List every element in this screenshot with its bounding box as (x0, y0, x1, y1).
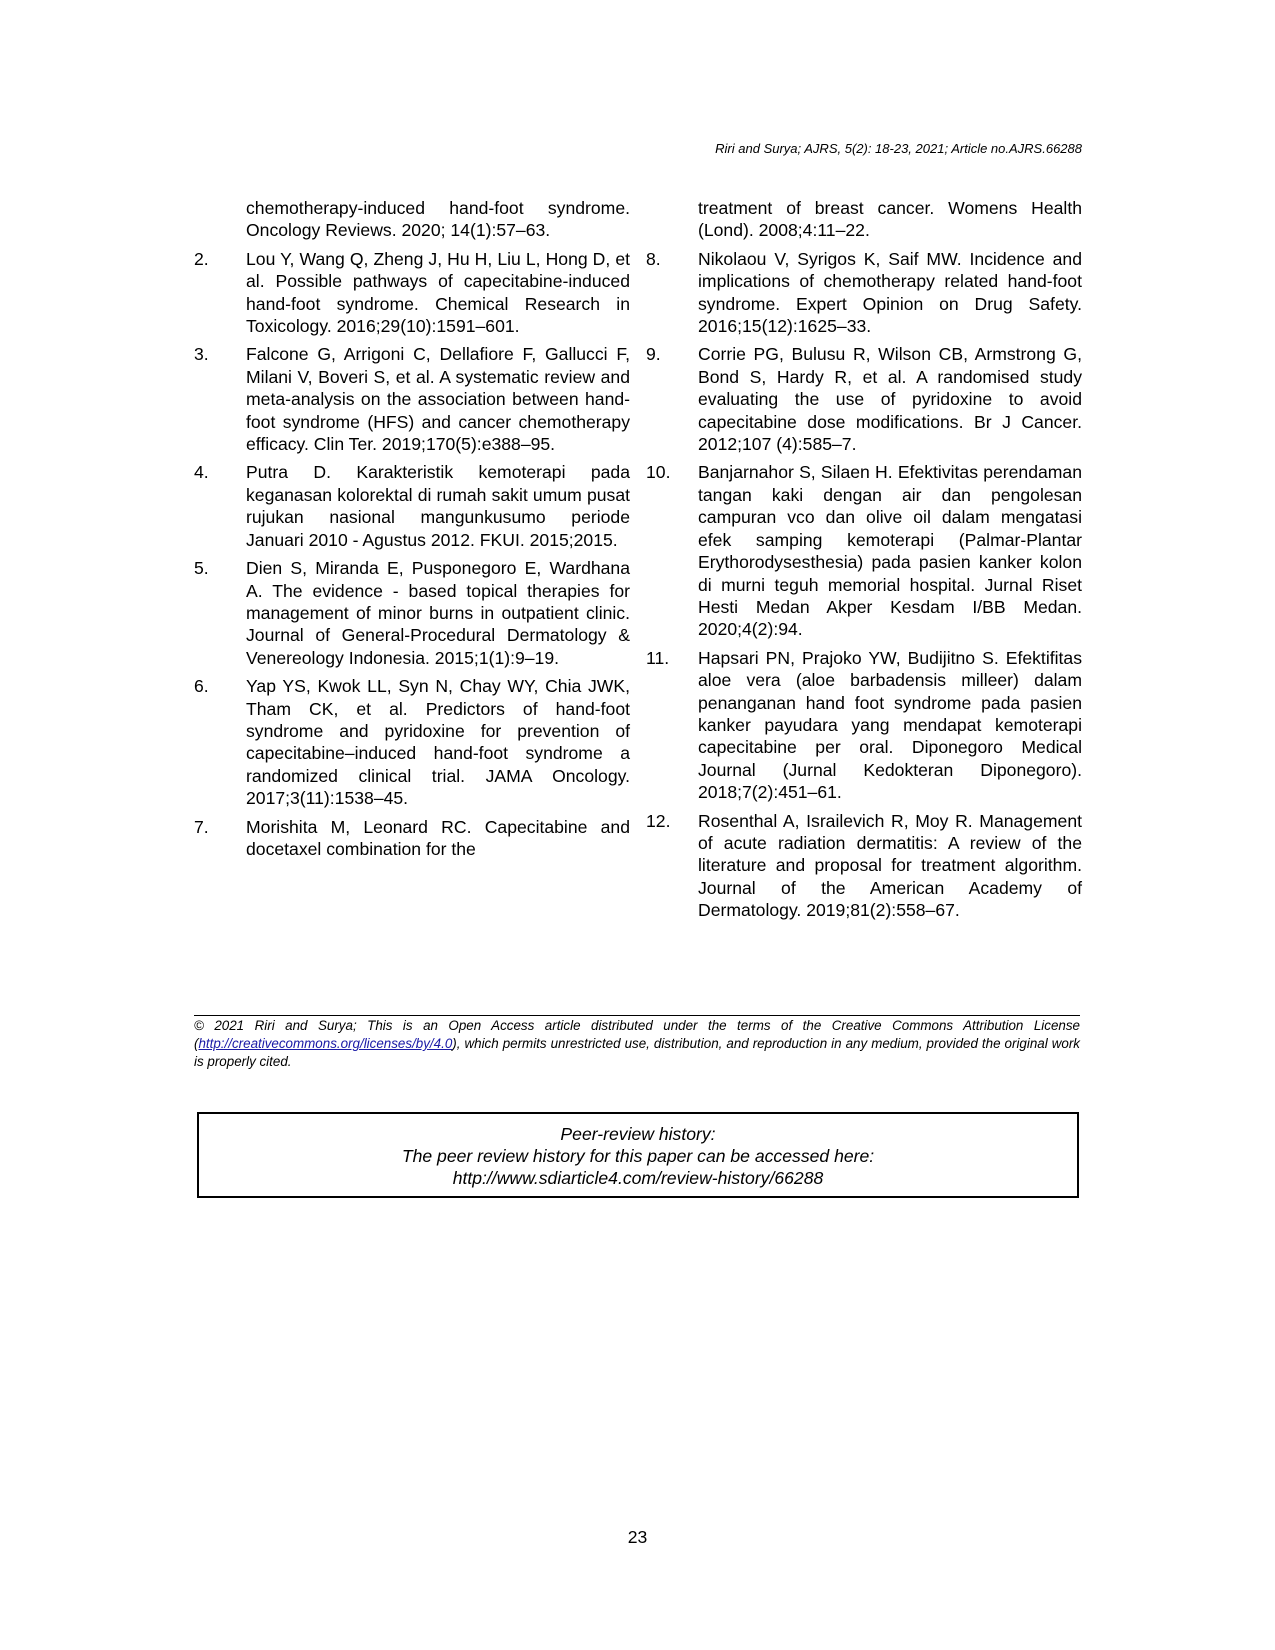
references-column-left (194, 197, 630, 866)
peer-review-url[interactable]: http://www.sdiarticle4.com/review-history/66288 (452, 1168, 824, 1188)
license-link[interactable]: http://creativecommons.org/licenses/by/4.0 (198, 1036, 453, 1051)
footer-divider (194, 1015, 1080, 1016)
reference-item (646, 343, 1082, 455)
running-header: Riri and Surya; AJRS, 5(2): 18-23, 2021; Article no.AJRS.66288 (715, 141, 1082, 156)
reference-number: 8. (646, 248, 661, 269)
reference-number: 9. (646, 344, 661, 365)
peer-review-title: Peer-review history: (560, 1124, 716, 1144)
reference-number: 4. (194, 462, 209, 483)
reference-item (194, 343, 630, 455)
peer-review-box (197, 1112, 1079, 1198)
reference-text: Falcone G, Arrigoni C, Dellafiore F, Gallucci F, Milani V, Boveri S, et al. A systematic review and meta-analysis on the association between hand-foot syndrome (HFS) and cancer chemotherapy efficacy. Clin Ter. 2019;170(5):e388–95. (246, 344, 630, 455)
reference-item (194, 461, 630, 551)
reference-text: Banjarnahor S, Silaen H. Efektivitas perendaman tangan kaki dengan air dan pengolesan campuran vco dan olive oil dalam mengatasi efek samping kemoterapi (Palmar-Plantar Erythorodysesthesia) pada pasien kanker kolon di murni teguh memorial hospital. Jurnal Riset Hesti Medan Akper Kesdam I/BB Medan. 2020;4(2):94. (698, 462, 1082, 640)
reference-item (646, 647, 1082, 804)
reference-item (646, 248, 1082, 338)
reference-item (194, 248, 630, 338)
reference-number: 10. (646, 462, 671, 483)
peer-review-line: The peer review history for this paper can be accessed here: (401, 1146, 875, 1166)
reference-text: Nikolaou V, Syrigos K, Saif MW. Incidence and implications of chemotherapy related hand-foot syndrome. Expert Opinion on Drug Safety. 2016;15(12):1625–33. (698, 248, 1082, 337)
reference-text: Morishita M, Leonard RC. Capecitabine and docetaxel combination for the (246, 816, 630, 859)
reference-item (646, 461, 1082, 640)
license-text-after: ), which permits unrestricted use, distribution, and reproduction in any medium, provided the original work is properly cited. (194, 1036, 1080, 1069)
reference-text: Hapsari PN, Prajoko YW, Budijitno S. Efektifitas aloe vera (aloe barbadensis milleer) dalam penanganan hand foot syndrome pada pasien kanker payudara yang mendapat kemoterapi capecitabine per oral. Diponegoro Medical Journal (Jurnal Kedokteran Diponegoro). 2018;7(2):451–61. (698, 647, 1082, 803)
reference-item (194, 197, 630, 242)
license-notice (194, 1017, 1080, 1071)
reference-text: Corrie PG, Bulusu R, Wilson CB, Armstrong G, Bond S, Hardy R, et al. A randomised study evaluating the use of pyridoxine to avoid capecitabine dose modifications. Br J Cancer. 2012;107 (4):585–7. (698, 344, 1082, 455)
page-number: 23 (627, 1527, 648, 1547)
reference-text: Dien S, Miranda E, Pusponegoro E, Wardhana A. The evidence - based topical therapies for management of minor burns in outpatient clinic. Journal of General-Procedural Dermatology & Venereology Indonesia. 2015;1(1):9–19. (246, 558, 630, 668)
reference-number: 6. (194, 676, 209, 697)
reference-number: 2. (194, 248, 209, 269)
reference-number: 5. (194, 558, 209, 579)
license-text-before: © 2021 Riri and Surya; This is an Open Access article distributed under the terms of the Creative Commons Attribution License ( (194, 1018, 1080, 1051)
reference-number: 11. (646, 647, 670, 668)
reference-text: Rosenthal A, Israilevich R, Moy R. Management of acute radiation dermatitis: A review of the literature and proposal for treatment algorithm. Journal of the American Academy of Dermatology. 2019;81(2):558–67. (698, 810, 1082, 921)
reference-item (194, 557, 630, 669)
reference-number: 12. (646, 810, 671, 831)
reference-number: 3. (194, 344, 209, 365)
reference-item (194, 675, 630, 809)
reference-text: Putra D. Karakteristik kemoterapi pada keganasan kolorektal di rumah sakit umum pusat rujukan nasional mangunkusumo periode Januari 2010 - Agustus 2012. FKUI. 2015;2015. (246, 462, 630, 550)
reference-text: Lou Y, Wang Q, Zheng J, Hu H, Liu L, Hong D, et al. Possible pathways of capecitabine-induced hand-foot syndrome. Chemical Research in Toxicology. 2016;29(10):1591–601. (246, 248, 630, 337)
reference-item (646, 810, 1082, 922)
reference-text: treatment of breast cancer. Womens Health (Lond). 2008;4:11–22. (698, 198, 1082, 241)
reference-number: 7. (194, 816, 209, 837)
reference-text: Yap YS, Kwok LL, Syn N, Chay WY, Chia JWK, Tham CK, et al. Predictors of hand-foot syndrome and pyridoxine for prevention of capecitabine–induced hand-foot syndrome a randomized clinical trial. JAMA Oncology. 2017;3(11):1538–45. (246, 676, 630, 809)
reference-item (194, 816, 630, 861)
reference-item (646, 197, 1082, 242)
reference-text: chemotherapy-induced hand-foot syndrome. Oncology Reviews. 2020; 14(1):57–63. (246, 198, 630, 241)
references-column-right (646, 197, 1082, 928)
